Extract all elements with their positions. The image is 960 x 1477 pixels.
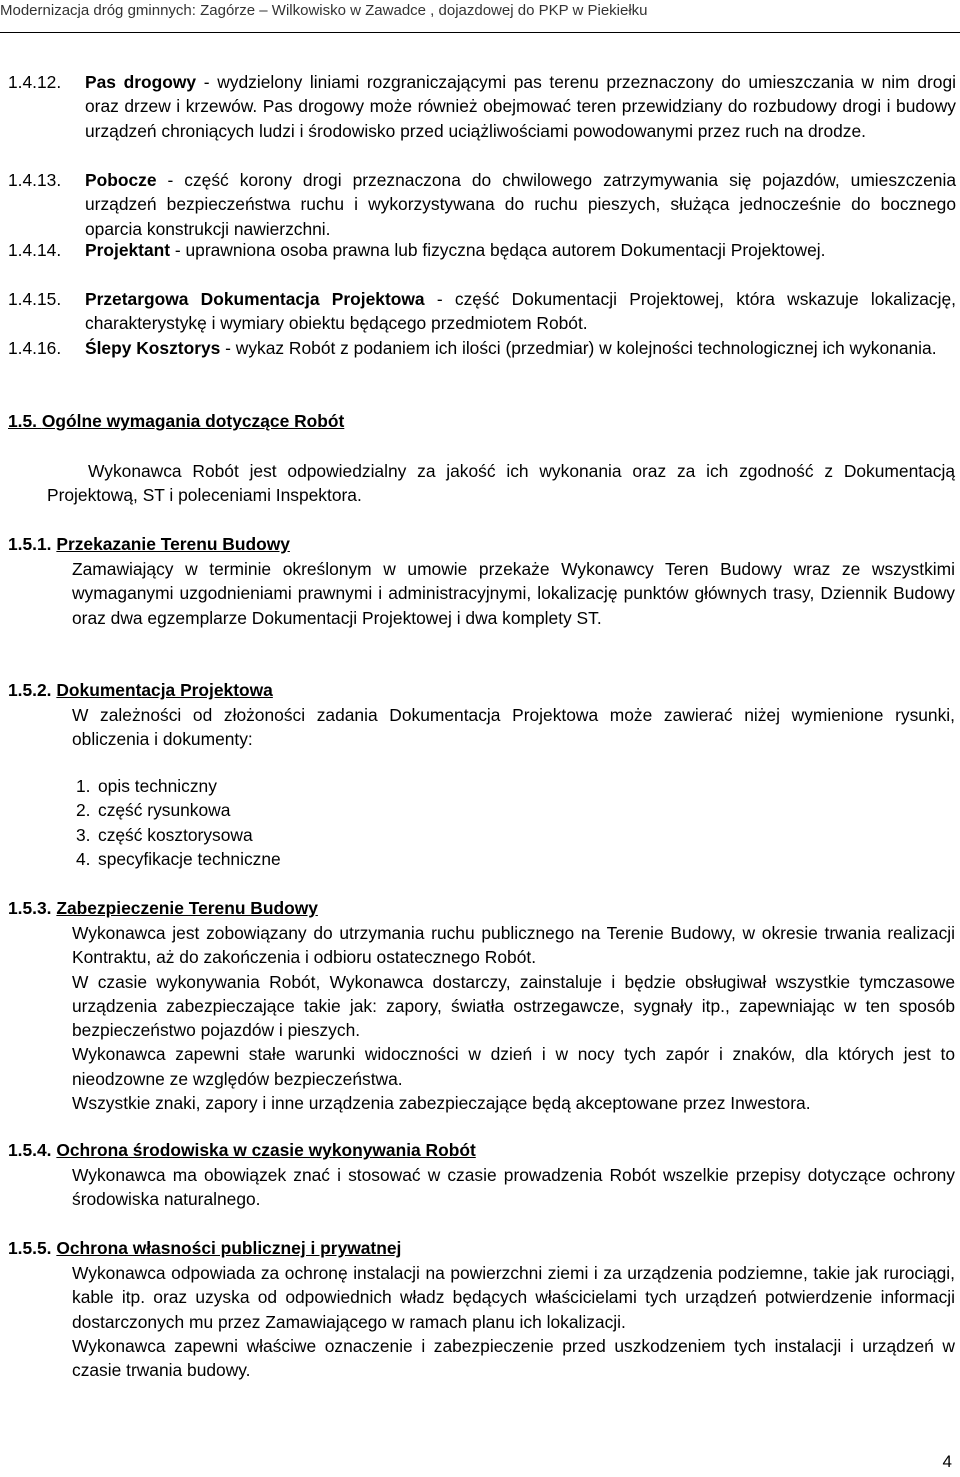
header-divider <box>0 32 960 33</box>
list-item: 3. część kosztorysowa <box>76 824 253 845</box>
list-item: 2. część rysunkowa <box>76 800 231 821</box>
subsection-heading-1-5-4 <box>8 1138 476 1162</box>
subsection-heading-1-5-1 <box>8 532 290 556</box>
subsection-text <box>72 1261 955 1382</box>
definition-number: 1.4.15. <box>8 289 62 309</box>
subsection-number: 1.5.4. <box>8 1140 52 1160</box>
definition-text: - część korony drogi przeznaczona do chwilowego zatrzymywania się pojazdów, umieszczenia urządzeń bezpieczeństwa ruchu i wykorzystywana do ruchu pieszych, służąca jednocześnie do bocznego oparcia konstrukcji nawierzchni. <box>85 170 956 239</box>
definition-1-4-16 <box>8 336 956 360</box>
definition-term: Pas drogowy <box>85 72 197 92</box>
definition-text: - część Dokumentacji Projektowej, która wskazuje lokalizację, charakterystykę i wymiary obiektu będącego przedmiotem Robót. <box>85 289 956 334</box>
definition-1-4-13 <box>8 168 956 241</box>
subsection-title: Ochrona środowiska w czasie wykonywania Robót <box>56 1140 476 1160</box>
subsection-title: Ochrona własności publicznej i prywatnej <box>56 1238 402 1258</box>
subsection-number: 1.5.3. <box>8 898 52 918</box>
subsection-text <box>72 921 955 1115</box>
list-item: 1. opis techniczny <box>76 776 217 796</box>
definition-1-4-15 <box>8 287 956 336</box>
definition-1-4-12 <box>8 70 956 143</box>
subsection-text: Wykonawca ma obowiązek znać i stosować w czasie prowadzenia Robót wszelkie przepisy dotyczące ochrony środowiska naturalnego. <box>72 1165 955 1210</box>
definition-term: Przetargowa Dokumentacja Projektowa <box>85 289 425 309</box>
paragraph: Wszystkie znaki, zapory i inne urządzenia zabezpieczające będą akceptowane przez Inwestora. <box>72 1093 811 1114</box>
subsection-title: Dokumentacja Projektowa <box>56 680 273 700</box>
paragraph: Wykonawca odpowiada za ochronę instalacji na powierzchni ziemi i za urządzenia podziemne, takie jak rurociągi, kable itp. oraz uzyska od odpowiednich władz będących właścicielami tych urządzeń potwierdzenie informacji dostarczonych mu przez Zamawiającego w ramach planu ich lokalizacji. <box>72 1263 955 1332</box>
definition-term: Ślepy Kosztorys <box>85 338 221 358</box>
definition-number: 1.4.13. <box>8 170 62 190</box>
section-intro: Wykonawca Robót jest odpowiedzialny za jakość ich wykonania oraz za ich zgodność z Dokumentacją Projektową, ST i poleceniami Inspektora. <box>47 461 955 506</box>
definition-number: 1.4.12. <box>8 72 62 92</box>
documents-list <box>76 774 281 871</box>
definition-text: - uprawniona osoba prawna lub fizyczna będąca autorem Dokumentacji Projektowej. <box>170 240 826 260</box>
definition-term: Projektant <box>85 240 171 260</box>
page-number: 4 <box>942 1452 952 1471</box>
subsection-number: 1.5.5. <box>8 1238 52 1258</box>
definition-number: 1.4.16. <box>8 338 62 358</box>
definition-1-4-14 <box>8 238 956 262</box>
header-title: Modernizacja dróg gminnych: Zagórze – Wilkowisko w Zawadce , dojazdowej do PKP w Piekiełku <box>0 2 648 19</box>
section-number: 1.5. <box>8 411 38 431</box>
subsection-number: 1.5.2. <box>8 680 52 700</box>
paragraph: Wykonawca zapewni stałe warunki widoczności w dzień i w nocy tych zapór i znaków, dla których jest to nieodzowne ze względów bezpieczeństwa. <box>72 1044 955 1089</box>
definition-text: - wydzielony liniami rozgraniczającymi pas terenu przeznaczony do umieszczania w nim drogi oraz drzew i krzewów. Pas drogowy może również obejmować teren przewidziany do rozbudowy drogi i budowy urządzeń chroniących ludzi i środowisko przed uciążliwościami powodowanymi przez ruch na drodze. <box>85 72 956 141</box>
subsection-heading-1-5-5 <box>8 1236 401 1260</box>
subsection-text: W zależności od złożoności zadania Dokumentacja Projektowa może zawierać niżej wymienione rysunki, obliczenia i dokumenty: <box>72 705 955 750</box>
definition-number: 1.4.14. <box>8 240 62 260</box>
subsection-number: 1.5.1. <box>8 534 52 554</box>
section-heading <box>8 409 344 433</box>
list-item: 4. specyfikacje techniczne <box>76 848 281 869</box>
subsection-title: Przekazanie Terenu Budowy <box>56 534 290 554</box>
definition-term: Pobocze <box>85 170 157 190</box>
paragraph: Wykonawca zapewni właściwe oznaczenie i zabezpieczenie przed uszkodzeniem tych instalacji i urządzeń w czasie trwania budowy. <box>72 1335 955 1381</box>
subsection-heading-1-5-2 <box>8 678 273 702</box>
paragraph: W czasie wykonywania Robót, Wykonawca dostarczy, zainstaluje i będzie obsługiwał wszystkie tymczasowe urządzenia zabezpieczające takie jak: zapory, światła ostrzegawcze, sygnały itp., zapewniając w ten sposób bezpieczeństwo pojazdów i pieszych. <box>72 971 955 1041</box>
subsection-title: Zabezpieczenie Terenu Budowy <box>56 898 318 918</box>
paragraph: Wykonawca jest zobowiązany do utrzymania ruchu publicznego na Terenie Budowy, w okresie trwania realizacji Kontraktu, aż do zakończenia i odbioru ostatecznego Robót. <box>72 923 955 968</box>
section-title: Ogólne wymagania dotyczące Robót <box>41 411 345 431</box>
subsection-heading-1-5-3 <box>8 896 318 920</box>
subsection-text: Zamawiający w terminie określonym w umowie przekaże Wykonawcy Teren Budowy wraz ze wszystkimi wymaganymi uzgodnieniami prawnymi i administracyjnymi, lokalizację punktów głównych trasy, Dziennik Budowy oraz dwa egzemplarze Dokumentacji Projektowej i dwa komplety ST. <box>72 559 955 628</box>
definition-text: - wykaz Robót z podaniem ich ilości (przedmiar) w kolejności technologicznej ich wykonania. <box>220 338 937 358</box>
page-header <box>0 2 960 28</box>
